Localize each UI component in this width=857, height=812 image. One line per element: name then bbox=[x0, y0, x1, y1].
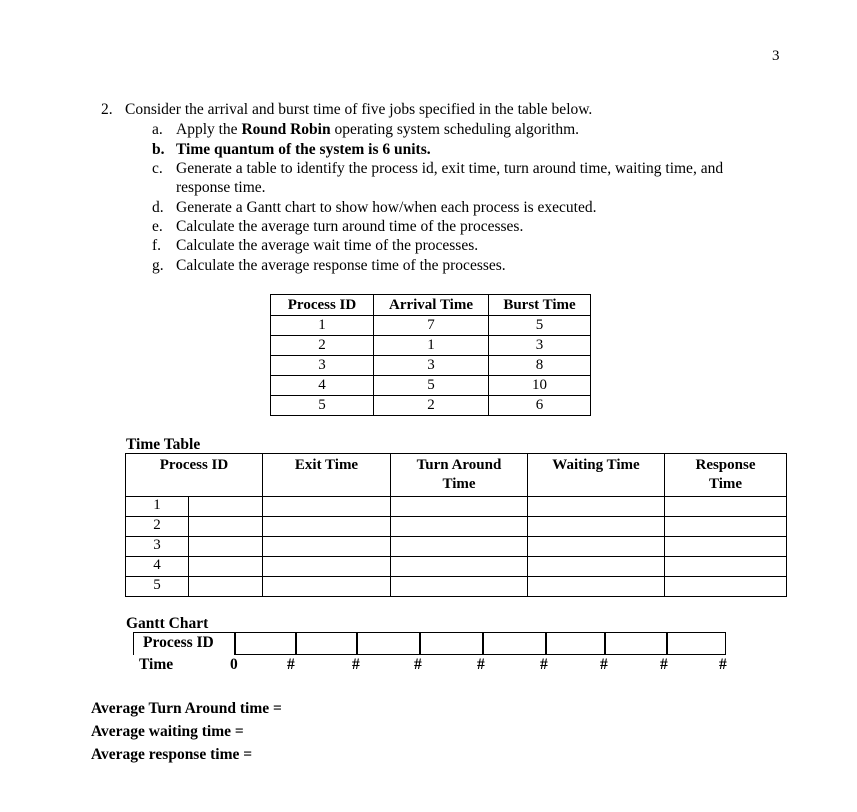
time-table bbox=[125, 453, 787, 597]
tt-header-response-time: Response Time bbox=[665, 454, 787, 497]
tt-header-exit-time: Exit Time bbox=[263, 454, 391, 497]
jobs-cell: 3 bbox=[271, 356, 374, 376]
item-e bbox=[152, 217, 523, 236]
jobs-cell: 2 bbox=[271, 336, 374, 356]
gantt-cell bbox=[666, 632, 726, 655]
item-g bbox=[152, 256, 506, 275]
table-row bbox=[271, 336, 591, 356]
tt-pid: 3 bbox=[126, 537, 189, 556]
tt-empty-cell bbox=[528, 557, 665, 577]
tt-empty-cell bbox=[665, 517, 787, 537]
tt-pid-cell bbox=[126, 557, 263, 577]
jobs-cell: 5 bbox=[489, 316, 591, 336]
tt-header-waiting-time: Waiting Time bbox=[528, 454, 665, 497]
item-a-bold: Round Robin bbox=[241, 121, 331, 138]
gantt-tick: # bbox=[600, 656, 608, 673]
tt-pid-cell bbox=[126, 577, 263, 597]
tt-empty-cell bbox=[391, 497, 528, 517]
time-table-title: Time Table bbox=[126, 436, 201, 453]
gantt-tick: # bbox=[540, 656, 548, 673]
item-d bbox=[152, 198, 597, 217]
tt-pid-cell bbox=[126, 517, 263, 537]
jobs-table bbox=[270, 294, 591, 416]
jobs-cell: 5 bbox=[271, 396, 374, 416]
tt-empty-cell bbox=[263, 577, 391, 597]
item-a-pre: Apply the bbox=[176, 121, 242, 138]
tt-pid: 4 bbox=[126, 557, 189, 576]
gantt-cell bbox=[604, 632, 668, 655]
tt-empty-cell bbox=[391, 577, 528, 597]
gantt-cell bbox=[356, 632, 421, 655]
item-c bbox=[152, 159, 723, 197]
jobs-header-arrival-time: Arrival Time bbox=[374, 295, 489, 316]
gantt-tick: 0 bbox=[230, 656, 238, 673]
item-letter: g. bbox=[152, 257, 164, 274]
gantt-tick: # bbox=[660, 656, 668, 673]
avg-turn-around: Average Turn Around time = bbox=[91, 700, 282, 717]
jobs-cell: 1 bbox=[271, 316, 374, 336]
page-number: 3 bbox=[772, 48, 780, 64]
gantt-cell bbox=[419, 632, 484, 655]
jobs-cell: 3 bbox=[374, 356, 489, 376]
jobs-cell: 5 bbox=[374, 376, 489, 396]
table-row bbox=[126, 577, 787, 597]
table-row bbox=[271, 356, 591, 376]
tt-empty-cell bbox=[665, 497, 787, 517]
jobs-cell: 6 bbox=[489, 396, 591, 416]
question-stem bbox=[101, 101, 592, 119]
tt-empty-cell bbox=[263, 537, 391, 557]
tt-empty-cell bbox=[528, 497, 665, 517]
jobs-cell: 2 bbox=[374, 396, 489, 416]
table-row bbox=[271, 316, 591, 336]
item-b-bold: Time quantum of the system is 6 units. bbox=[176, 141, 431, 158]
gantt-chart-title: Gantt Chart bbox=[126, 615, 209, 632]
item-letter: f. bbox=[152, 237, 162, 254]
jobs-cell: 8 bbox=[489, 356, 591, 376]
tt-empty-cell bbox=[665, 577, 787, 597]
table-row bbox=[126, 537, 787, 557]
gantt-tick: # bbox=[477, 656, 485, 673]
gantt-cell bbox=[234, 632, 297, 655]
item-b bbox=[152, 140, 431, 159]
gantt-cell bbox=[295, 632, 358, 655]
tt-empty-cell bbox=[528, 517, 665, 537]
item-g-text: Calculate the average response time of the processes. bbox=[176, 257, 506, 274]
item-letter: a. bbox=[152, 121, 163, 138]
tt-empty-cell bbox=[263, 517, 391, 537]
tt-empty-cell bbox=[665, 557, 787, 577]
table-row bbox=[271, 376, 591, 396]
tt-empty-cell bbox=[528, 577, 665, 597]
gantt-tick: # bbox=[719, 656, 727, 673]
jobs-cell: 10 bbox=[489, 376, 591, 396]
item-letter: c. bbox=[152, 160, 163, 177]
jobs-header-row bbox=[271, 295, 591, 316]
gantt-cell bbox=[482, 632, 547, 655]
jobs-cell: 7 bbox=[374, 316, 489, 336]
question-text: Consider the arrival and burst time of five jobs specified in the table below. bbox=[125, 101, 593, 118]
item-e-text: Calculate the average turn around time of the processes. bbox=[176, 218, 524, 235]
tt-empty-cell bbox=[263, 557, 391, 577]
tt-pid-cell bbox=[126, 497, 263, 517]
avg-waiting: Average waiting time = bbox=[91, 723, 244, 740]
item-f-text: Calculate the average wait time of the processes. bbox=[176, 237, 479, 254]
jobs-header-process-id: Process ID bbox=[271, 295, 374, 316]
avg-response: Average response time = bbox=[91, 746, 253, 763]
item-letter: e. bbox=[152, 218, 163, 235]
tt-header-process-id: Process ID bbox=[126, 454, 263, 497]
tt-empty-cell bbox=[391, 557, 528, 577]
time-table-header-row bbox=[126, 454, 787, 497]
gantt-cell bbox=[545, 632, 606, 655]
jobs-cell: 3 bbox=[489, 336, 591, 356]
item-c-line2: response time. bbox=[176, 179, 266, 196]
tt-empty-cell bbox=[391, 517, 528, 537]
gantt-time-label: Time bbox=[139, 656, 174, 673]
gantt-process-id-label: Process ID bbox=[143, 634, 214, 651]
tt-pid: 2 bbox=[126, 517, 189, 536]
item-a bbox=[152, 120, 579, 139]
question-number: 2. bbox=[101, 101, 113, 118]
table-row bbox=[126, 517, 787, 537]
item-c-line1: Generate a table to identify the process id, exit time, turn around time, waiting time, and bbox=[176, 160, 724, 177]
item-a-post: operating system scheduling algorithm. bbox=[330, 121, 579, 138]
tt-header-turn-around: Turn Around Time bbox=[391, 454, 528, 497]
item-f bbox=[152, 236, 478, 255]
gantt-tick: # bbox=[352, 656, 360, 673]
item-letter: d. bbox=[152, 199, 164, 216]
jobs-cell: 1 bbox=[374, 336, 489, 356]
table-row bbox=[126, 557, 787, 577]
tt-empty-cell bbox=[391, 537, 528, 557]
tt-empty-cell bbox=[263, 497, 391, 517]
tt-empty-cell bbox=[665, 537, 787, 557]
tt-pid: 1 bbox=[126, 497, 189, 516]
jobs-header-burst-time: Burst Time bbox=[489, 295, 591, 316]
gantt-tick: # bbox=[287, 656, 295, 673]
tt-empty-cell bbox=[528, 537, 665, 557]
jobs-cell: 4 bbox=[271, 376, 374, 396]
table-row bbox=[126, 497, 787, 517]
tt-pid: 5 bbox=[126, 577, 189, 596]
tt-pid-cell bbox=[126, 537, 263, 557]
gantt-tick: # bbox=[414, 656, 422, 673]
item-letter: b. bbox=[152, 141, 165, 158]
item-d-text: Generate a Gantt chart to show how/when each process is executed. bbox=[176, 199, 597, 216]
table-row bbox=[271, 396, 591, 416]
